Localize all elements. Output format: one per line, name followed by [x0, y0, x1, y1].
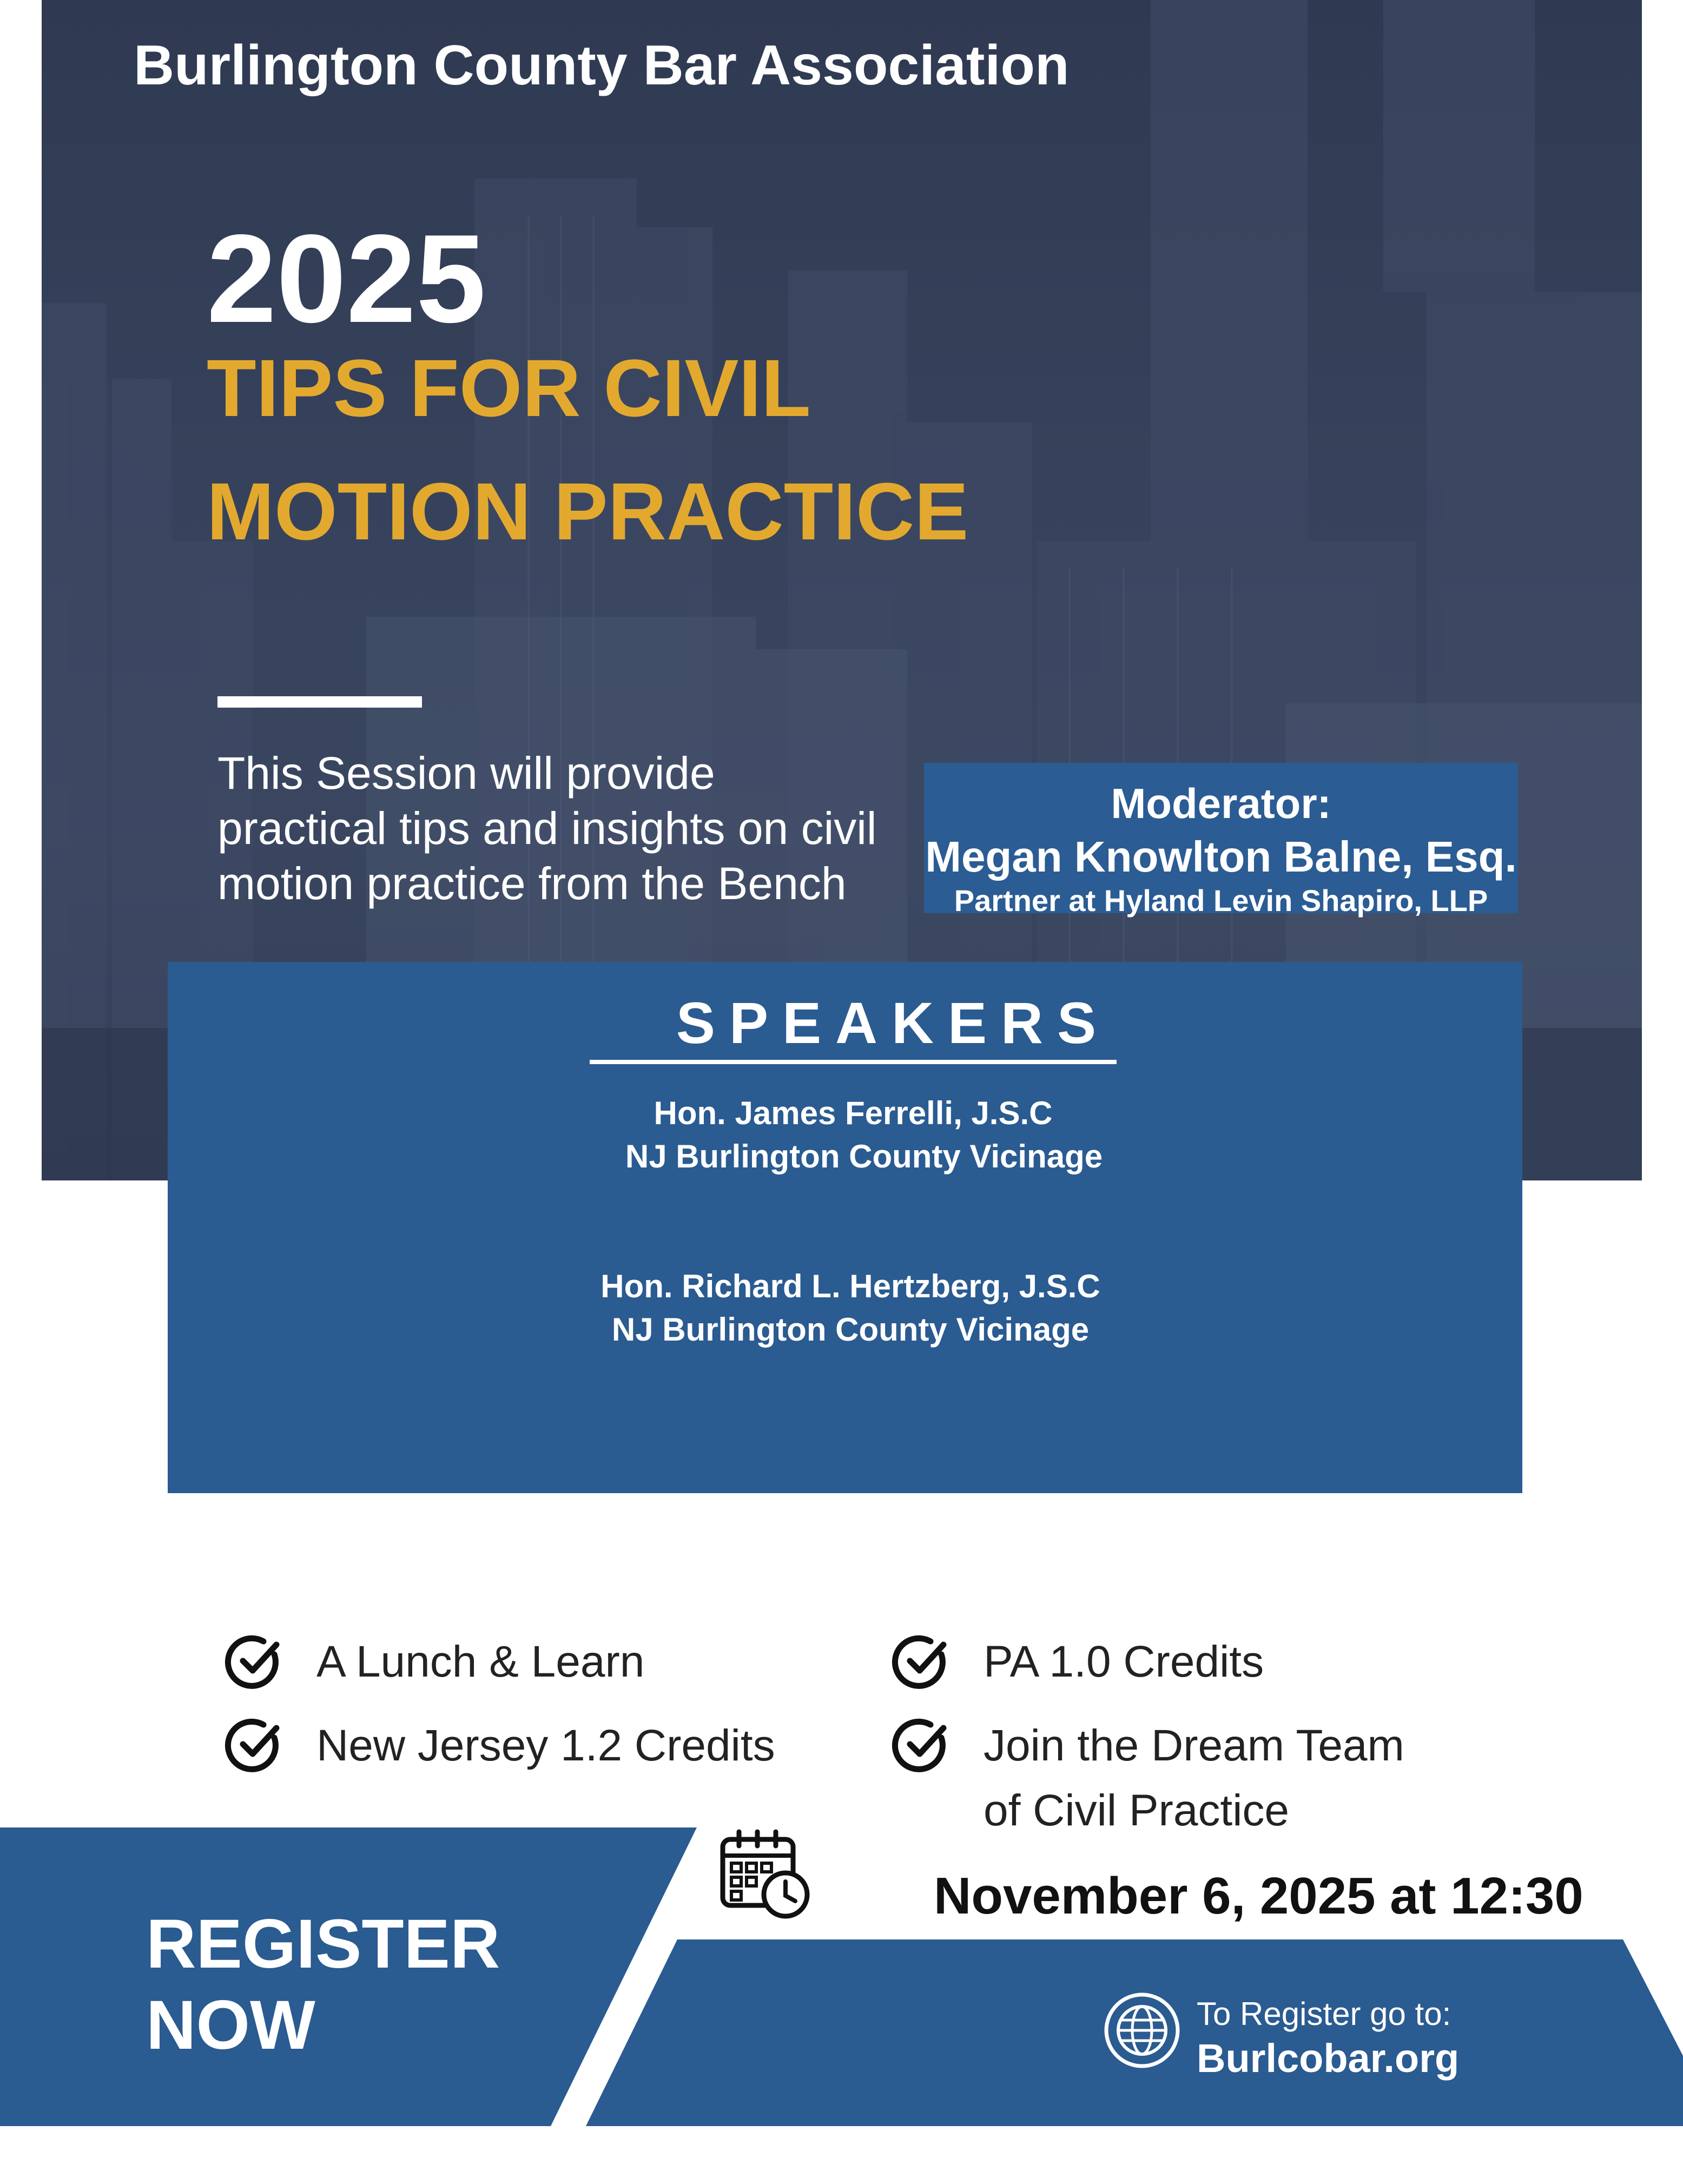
- organization-name: Burlington County Bar Association: [134, 34, 1070, 97]
- event-title-line2: MOTION PRACTICE: [207, 466, 969, 557]
- feature-text: New Jersey 1.2 Credits: [316, 1721, 775, 1770]
- description-line: practical tips and insights on civil: [217, 803, 877, 854]
- feature-text: PA 1.0 Credits: [984, 1637, 1264, 1686]
- globe-icon: [1103, 1991, 1182, 2070]
- speakers-heading: SPEAKERS: [590, 989, 1117, 1064]
- register-instruction: To Register go to:: [1197, 1996, 1451, 2032]
- moderator-name: Megan Knowlton Balne, Esq.: [925, 833, 1517, 881]
- moderator-affiliation: Partner at Hyland Levin Shapiro, LLP: [954, 883, 1488, 918]
- register-now-line1[interactable]: REGISTER: [146, 1905, 500, 1983]
- description-line: motion practice from the Bench: [217, 858, 847, 909]
- register-url-link[interactable]: Burlcobar.org: [1197, 2036, 1460, 2081]
- speaker-vicinage: NJ Burlington County Vicinage: [625, 1138, 1103, 1175]
- register-now-line2[interactable]: NOW: [146, 1987, 315, 2064]
- speaker-name: Hon. James Ferrelli, J.S.C: [654, 1095, 1053, 1131]
- calendar-clock-icon: [720, 1829, 811, 1921]
- event-year: 2025: [207, 209, 486, 349]
- speaker-name: Hon. Richard L. Hertzberg, J.S.C: [600, 1268, 1100, 1304]
- moderator-label: Moderator:: [1111, 780, 1331, 827]
- description-line: This Session will provide: [217, 748, 715, 799]
- feature-text: Join the Dream Team: [984, 1721, 1404, 1770]
- event-date-time: November 6, 2025 at 12:30: [934, 1867, 1583, 1925]
- event-title-line1: TIPS FOR CIVIL: [207, 342, 811, 433]
- feature-text: A Lunch & Learn: [316, 1637, 645, 1686]
- feature-text-continued: of Civil Practice: [984, 1786, 1290, 1835]
- speaker-vicinage: NJ Burlington County Vicinage: [611, 1311, 1090, 1348]
